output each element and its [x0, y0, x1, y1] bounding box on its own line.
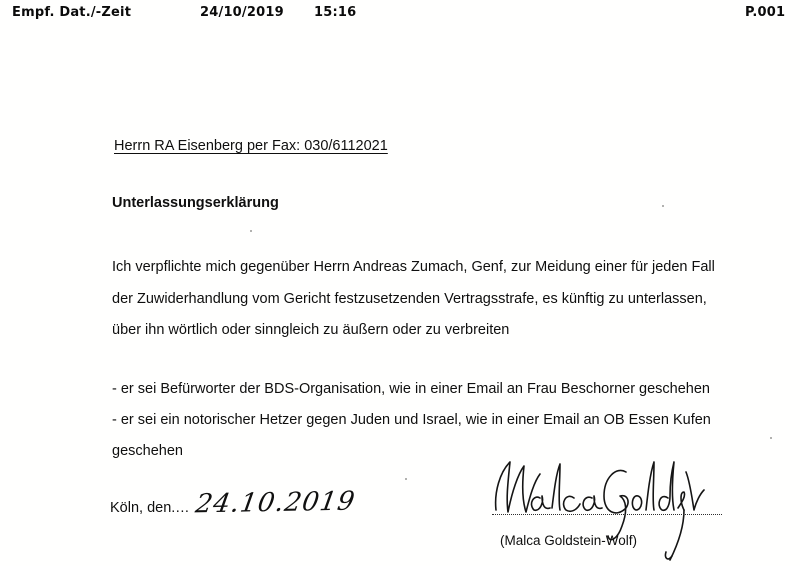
fax-received-date: 24/10/2019 — [200, 5, 284, 20]
place-label: Köln, den — [110, 500, 172, 516]
fax-page-number: P.001 — [745, 5, 786, 20]
signer-name: (Malca Goldstein-Wolf) — [500, 533, 638, 548]
scan-speck — [770, 437, 772, 439]
scan-speck — [250, 230, 252, 232]
handwritten-date: 24.10.2019 — [193, 486, 358, 520]
bullet-line-1: - er sei Befürworter der BDS-Organisation, wie in einer Email an Frau Beschorner geschehen — [112, 381, 710, 397]
scan-speck — [405, 478, 407, 480]
bullet-line-3: geschehen — [112, 443, 183, 459]
body-line-3: über ihn wörtlich oder sinngleich zu äußern oder zu verbreiten — [112, 322, 510, 338]
place-date-line — [110, 500, 189, 516]
fax-received-time: 15:16 — [314, 5, 357, 20]
scan-speck — [662, 205, 664, 207]
fax-header — [0, 5, 800, 25]
fax-received-label: Empf. Dat./-Zeit — [12, 5, 132, 20]
signature-line — [492, 514, 722, 515]
recipient-line: Herrn RA Eisenberg per Fax: 030/6112021 — [114, 138, 388, 154]
body-line-2: der Zuwiderhandlung vom Gericht festzusetzenden Vertragsstrafe, es künftig zu unterlassen, — [112, 291, 707, 307]
place-dots: .... — [171, 500, 190, 516]
body-line-1: Ich verpflichte mich gegenüber Herrn Andreas Zumach, Genf, zur Meidung einer für jeden Fall — [112, 259, 715, 275]
bullet-line-2: - er sei ein notorischer Hetzer gegen Juden und Israel, wie in einer Email an OB Essen Kufen — [112, 412, 711, 428]
document-heading: Unterlassungserklärung — [112, 195, 279, 211]
